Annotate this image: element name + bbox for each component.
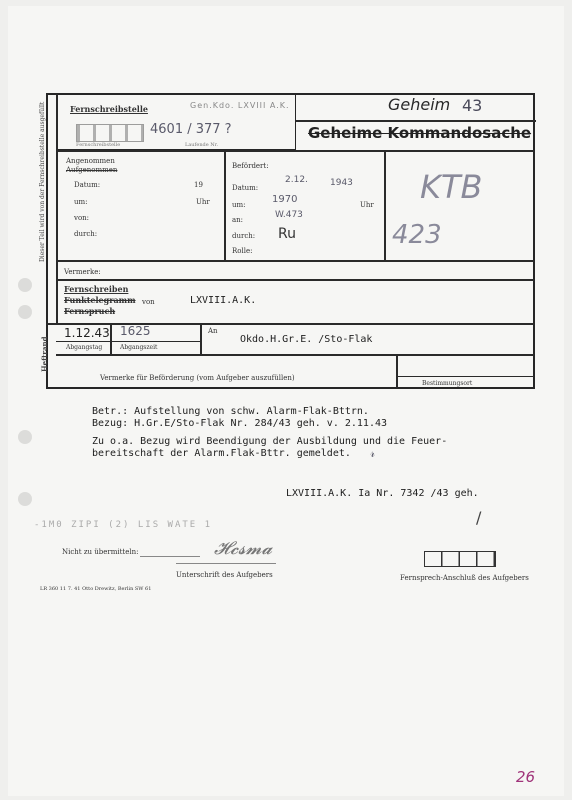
vermerke-rule (56, 260, 534, 262)
from-unit: LXVIII.A.K. (190, 295, 257, 306)
col-divider-1 (224, 150, 226, 260)
signature: 𝓗𝓬𝓼𝓶𝓪 (214, 538, 273, 559)
page-number: 26 (516, 768, 536, 786)
form-title-stamp: Gen.Kdo. LXVIII A.K. (190, 101, 290, 110)
secret-number: 43 (462, 96, 483, 115)
form-title: Fernschreibstelle (70, 104, 148, 114)
received-von: von: (74, 214, 90, 222)
forwarded-an: an: (232, 216, 244, 224)
type-option-fernspruch: Fernspruch (64, 306, 116, 316)
punch-hole (18, 305, 32, 319)
received-datum-suffix: 19 (194, 181, 203, 189)
received-label-2: Aufgenommen (66, 166, 118, 174)
bestimmungsort-rule (397, 376, 534, 377)
punch-hole (18, 430, 32, 444)
received-durch: durch: (74, 230, 98, 238)
secret-stamp: Geheim (388, 95, 451, 114)
message-tick: 𝓇 (370, 446, 376, 460)
vermerke-beforderung-rule (56, 354, 534, 356)
forwarded-um: um: (232, 201, 246, 209)
forwarded-durch-value: Ru (278, 226, 296, 242)
dispatch-time: 1625 (120, 324, 151, 338)
dispatch-date: 1.12.43 (64, 326, 110, 340)
forwarded-datum-value: 2.12. (285, 175, 308, 185)
vermerke-beforderung-label: Vermerke für Beförderung (vom Aufgeber auszufüllen) (100, 374, 295, 382)
dispatch-date-label: Abgangstag (66, 344, 103, 351)
signature-line (176, 563, 276, 564)
forwarded-rolle: Rolle: (232, 247, 253, 255)
margin-note: Dieser Teil wird von der Fernschreibstelle ausgefüllt (39, 101, 46, 262)
dispatch-sub-rule (56, 341, 201, 342)
forwarded-datum-year: 1943 (330, 178, 353, 188)
signature-label: Unterschrift des Aufgebers (176, 571, 273, 579)
message-line-4: bereitschaft der Alarm.Flak-Bttr. gemeldet. (92, 448, 351, 459)
punch-hole (18, 492, 32, 506)
ktb-line-2: 423 (392, 220, 442, 250)
forwarded-an-value: W.473 (275, 210, 303, 220)
message-line-1: Betr.: Aufstellung von schw. Alarm-Flak-Bttrn. (92, 406, 369, 417)
col-divider-2 (384, 150, 386, 260)
dispatch-time-label: Abgangszeit (120, 344, 158, 351)
forwarded-durch: durch: (232, 232, 256, 240)
received-label-1: Angenommen (66, 157, 115, 165)
bestimmungsort-div (396, 355, 398, 388)
von-label: von (142, 298, 155, 306)
running-number: 4601 / 377 ? (150, 122, 232, 137)
forwarded-datum: Datum: (232, 184, 259, 192)
type-option-fernschreiben: Fernschreiben (64, 284, 129, 294)
stamp-grid (76, 124, 144, 142)
forwarded-um-value: 1970 (272, 194, 298, 205)
type-option-funktelegramm: Funktelegramm (64, 295, 136, 305)
received-um: um: (74, 198, 88, 206)
an-label: An (208, 327, 218, 335)
recipient: Okdo.H.Gr.E. /Sto-Flak (240, 334, 373, 345)
paraph-mark: / (476, 508, 482, 527)
section-rule (56, 150, 534, 152)
sub-label-right: Laufende Nr. (185, 142, 219, 148)
left-inner-border (56, 94, 58, 324)
message-reference: LXVIII.A.K. Ia Nr. 7342 /43 geh. (286, 488, 479, 499)
punch-hole (18, 278, 32, 292)
printer-imprint: LR 360 11 7. 41 Otto Drewitz, Berlin SW 61 (40, 586, 152, 592)
bestimmungsort-label: Bestimmungsort (422, 380, 473, 387)
teleprinter-strip: -1M0 ZIPI (2) LIS WATE 1 (34, 520, 213, 530)
vermerke-label: Vermerke: (64, 268, 101, 276)
dispatch-div-2 (200, 324, 202, 354)
dispatch-div-1 (110, 324, 112, 354)
phone-boxes (424, 551, 496, 567)
phone-label: Fernsprech-Anschluß des Aufgebers (400, 574, 529, 582)
received-uhr: Uhr (196, 198, 210, 206)
sub-label-left: Fernschreibstelle (76, 142, 121, 148)
forwarded-uhr: Uhr (360, 201, 374, 209)
heftrand-label: Heftrand (40, 336, 49, 372)
ktb-line-1: KTB (420, 168, 483, 206)
forwarded-label: Befördert: (232, 162, 269, 170)
received-datum: Datum: (74, 181, 101, 189)
message-line-3: Zu o.a. Bezug wird Beendigung der Ausbildung und die Feuer- (92, 436, 448, 447)
header-rule (296, 120, 536, 122)
not-to-transmit-label: Nicht zu übermitteln: (62, 548, 139, 556)
type-rule (56, 279, 534, 281)
not-to-transmit-line (140, 556, 200, 557)
classification: Geheime Kommandosache (308, 124, 532, 142)
message-line-2: Bezug: H.Gr.E/Sto-Flak Nr. 284/43 geh. v. 2.11.43 (92, 418, 388, 429)
